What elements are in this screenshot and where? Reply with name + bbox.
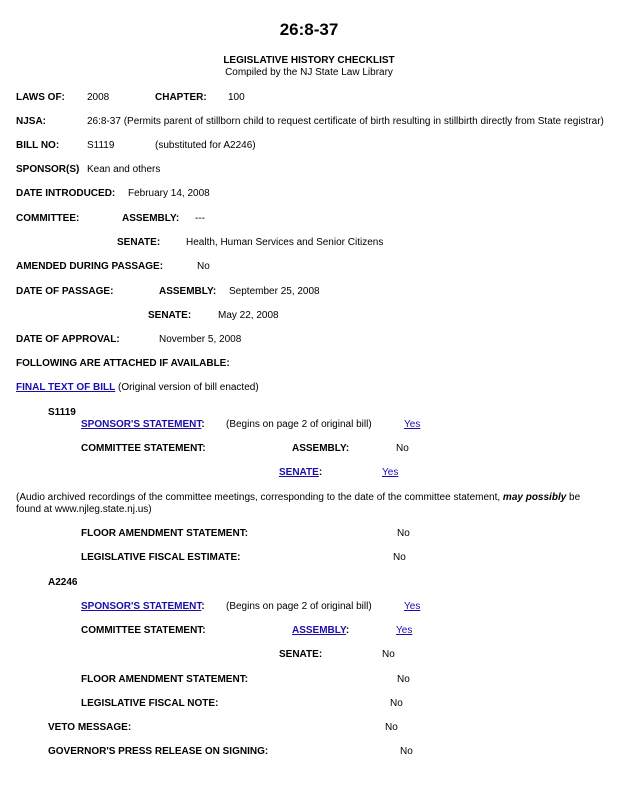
committee-senate-value: Health, Human Services and Senior Citizens — [186, 237, 384, 248]
attached-heading: FOLLOWING ARE ATTACHED IF AVAILABLE: — [16, 358, 230, 369]
a2246-heading: A2246 — [48, 577, 78, 588]
amended-value: No — [197, 261, 210, 272]
s1119-senate-yes-link[interactable]: Yes — [382, 467, 399, 478]
date-introduced-label: DATE INTRODUCED: — [16, 188, 116, 199]
compiled-by: Compiled by the NJ State Law Library — [225, 67, 393, 78]
s1119-sponsor-yes-link[interactable]: Yes — [404, 419, 421, 430]
committee-assembly-value: --- — [195, 213, 205, 224]
s1119-sponsor-statement-link[interactable]: SPONSOR'S STATEMENT — [81, 419, 202, 430]
a2246-senate-label: SENATE: — [279, 649, 323, 660]
passage-label: DATE OF PASSAGE: — [16, 286, 114, 297]
a2246-committee-label: COMMITTEE STATEMENT: — [81, 625, 206, 636]
laws-of-value: 2008 — [87, 92, 110, 103]
a2246-floor-value: No — [397, 674, 410, 685]
committee-label: COMMITTEE: — [16, 213, 80, 224]
a2246-senate-value: No — [382, 649, 395, 660]
press-release-value: No — [400, 746, 413, 757]
sponsor-value: Kean and others — [87, 164, 161, 175]
passage-senate-label: SENATE: — [148, 310, 192, 321]
laws-of-label: LAWS OF: — [16, 92, 65, 103]
passage-assembly-label: ASSEMBLY: — [159, 286, 217, 297]
a2246-fiscal-value: No — [390, 698, 403, 709]
a2246-fiscal-label: LEGISLATIVE FISCAL NOTE: — [81, 698, 219, 709]
s1119-fiscal-label: LEGISLATIVE FISCAL ESTIMATE: — [81, 552, 241, 563]
a2246-sponsor-note: (Begins on page 2 of original bill) — [226, 601, 372, 612]
s1119-committee-label: COMMITTEE STATEMENT: — [81, 443, 206, 454]
a2246-floor-label: FLOOR AMENDMENT STATEMENT: — [81, 674, 249, 685]
a2246-sponsor-statement-link[interactable]: SPONSOR'S STATEMENT — [81, 601, 202, 612]
s1119-assembly-value: No — [396, 443, 409, 454]
a2246-assembly-colon: : — [345, 625, 350, 636]
bill-no-value: S1119 — [87, 140, 115, 151]
audio-note — [16, 492, 606, 516]
a2246-assembly-row — [292, 625, 349, 637]
committee-senate-label: SENATE: — [117, 237, 161, 248]
press-release-label: GOVERNOR'S PRESS RELEASE ON SIGNING: — [48, 746, 269, 757]
chapter-value: 100 — [228, 92, 245, 103]
audio-note-emph: may possibly — [502, 492, 567, 503]
checklist-heading: LEGISLATIVE HISTORY CHECKLIST — [223, 55, 395, 66]
s1119-senate-link[interactable]: SENATE — [279, 467, 319, 478]
s1119-sponsor-note: (Begins on page 2 of original bill) — [226, 419, 372, 430]
veto-label: VETO MESSAGE: — [48, 722, 132, 733]
amended-label: AMENDED DURING PASSAGE: — [16, 261, 164, 272]
s1119-sponsor-row — [81, 419, 205, 431]
final-text-link[interactable]: FINAL TEXT OF BILL — [16, 382, 116, 393]
a2246-assembly-yes-link[interactable]: Yes — [396, 625, 413, 636]
bill-no-label: BILL NO: — [16, 140, 60, 151]
njsa-value: 26:8-37 (Permits parent of stillborn child to request certificate of birth resulting in stillbirth directly from State registrar) — [87, 116, 604, 127]
s1119-sponsor-colon: : — [201, 419, 205, 430]
final-text-row — [16, 382, 259, 394]
audio-note-part2: be found at www.njleg.state.nj.us) — [16, 492, 581, 515]
a2246-sponsor-row — [81, 601, 205, 613]
approval-value: November 5, 2008 — [159, 334, 242, 345]
passage-assembly-value: September 25, 2008 — [229, 286, 320, 297]
date-introduced-value: February 14, 2008 — [128, 188, 210, 199]
sponsor-label: SPONSOR(S) — [16, 164, 80, 175]
veto-value: No — [385, 722, 398, 733]
s1119-floor-label: FLOOR AMENDMENT STATEMENT: — [81, 528, 249, 539]
s1119-heading: S1119 — [48, 407, 76, 418]
a2246-sponsor-colon: : — [201, 601, 205, 612]
bill-no-note: (substituted for A2246) — [155, 140, 256, 151]
chapter-label: CHAPTER: — [155, 92, 207, 103]
final-text-note: (Original version of bill enacted) — [118, 382, 259, 393]
s1119-senate-colon: : — [318, 467, 323, 478]
committee-assembly-label: ASSEMBLY: — [122, 213, 180, 224]
page-title: 26:8-37 — [279, 20, 339, 39]
approval-label: DATE OF APPROVAL: — [16, 334, 120, 345]
passage-senate-value: May 22, 2008 — [218, 310, 279, 321]
audio-note-part1: (Audio archived recordings of the committee meetings, corresponding to the date of the committee statement, — [16, 492, 503, 503]
a2246-sponsor-yes-link[interactable]: Yes — [404, 601, 421, 612]
s1119-assembly-label: ASSEMBLY: — [292, 443, 350, 454]
a2246-assembly-link[interactable]: ASSEMBLY — [292, 625, 346, 636]
s1119-senate-row — [279, 467, 322, 479]
s1119-floor-value: No — [397, 528, 410, 539]
njsa-label: NJSA: — [16, 116, 47, 127]
s1119-fiscal-value: No — [393, 552, 406, 563]
